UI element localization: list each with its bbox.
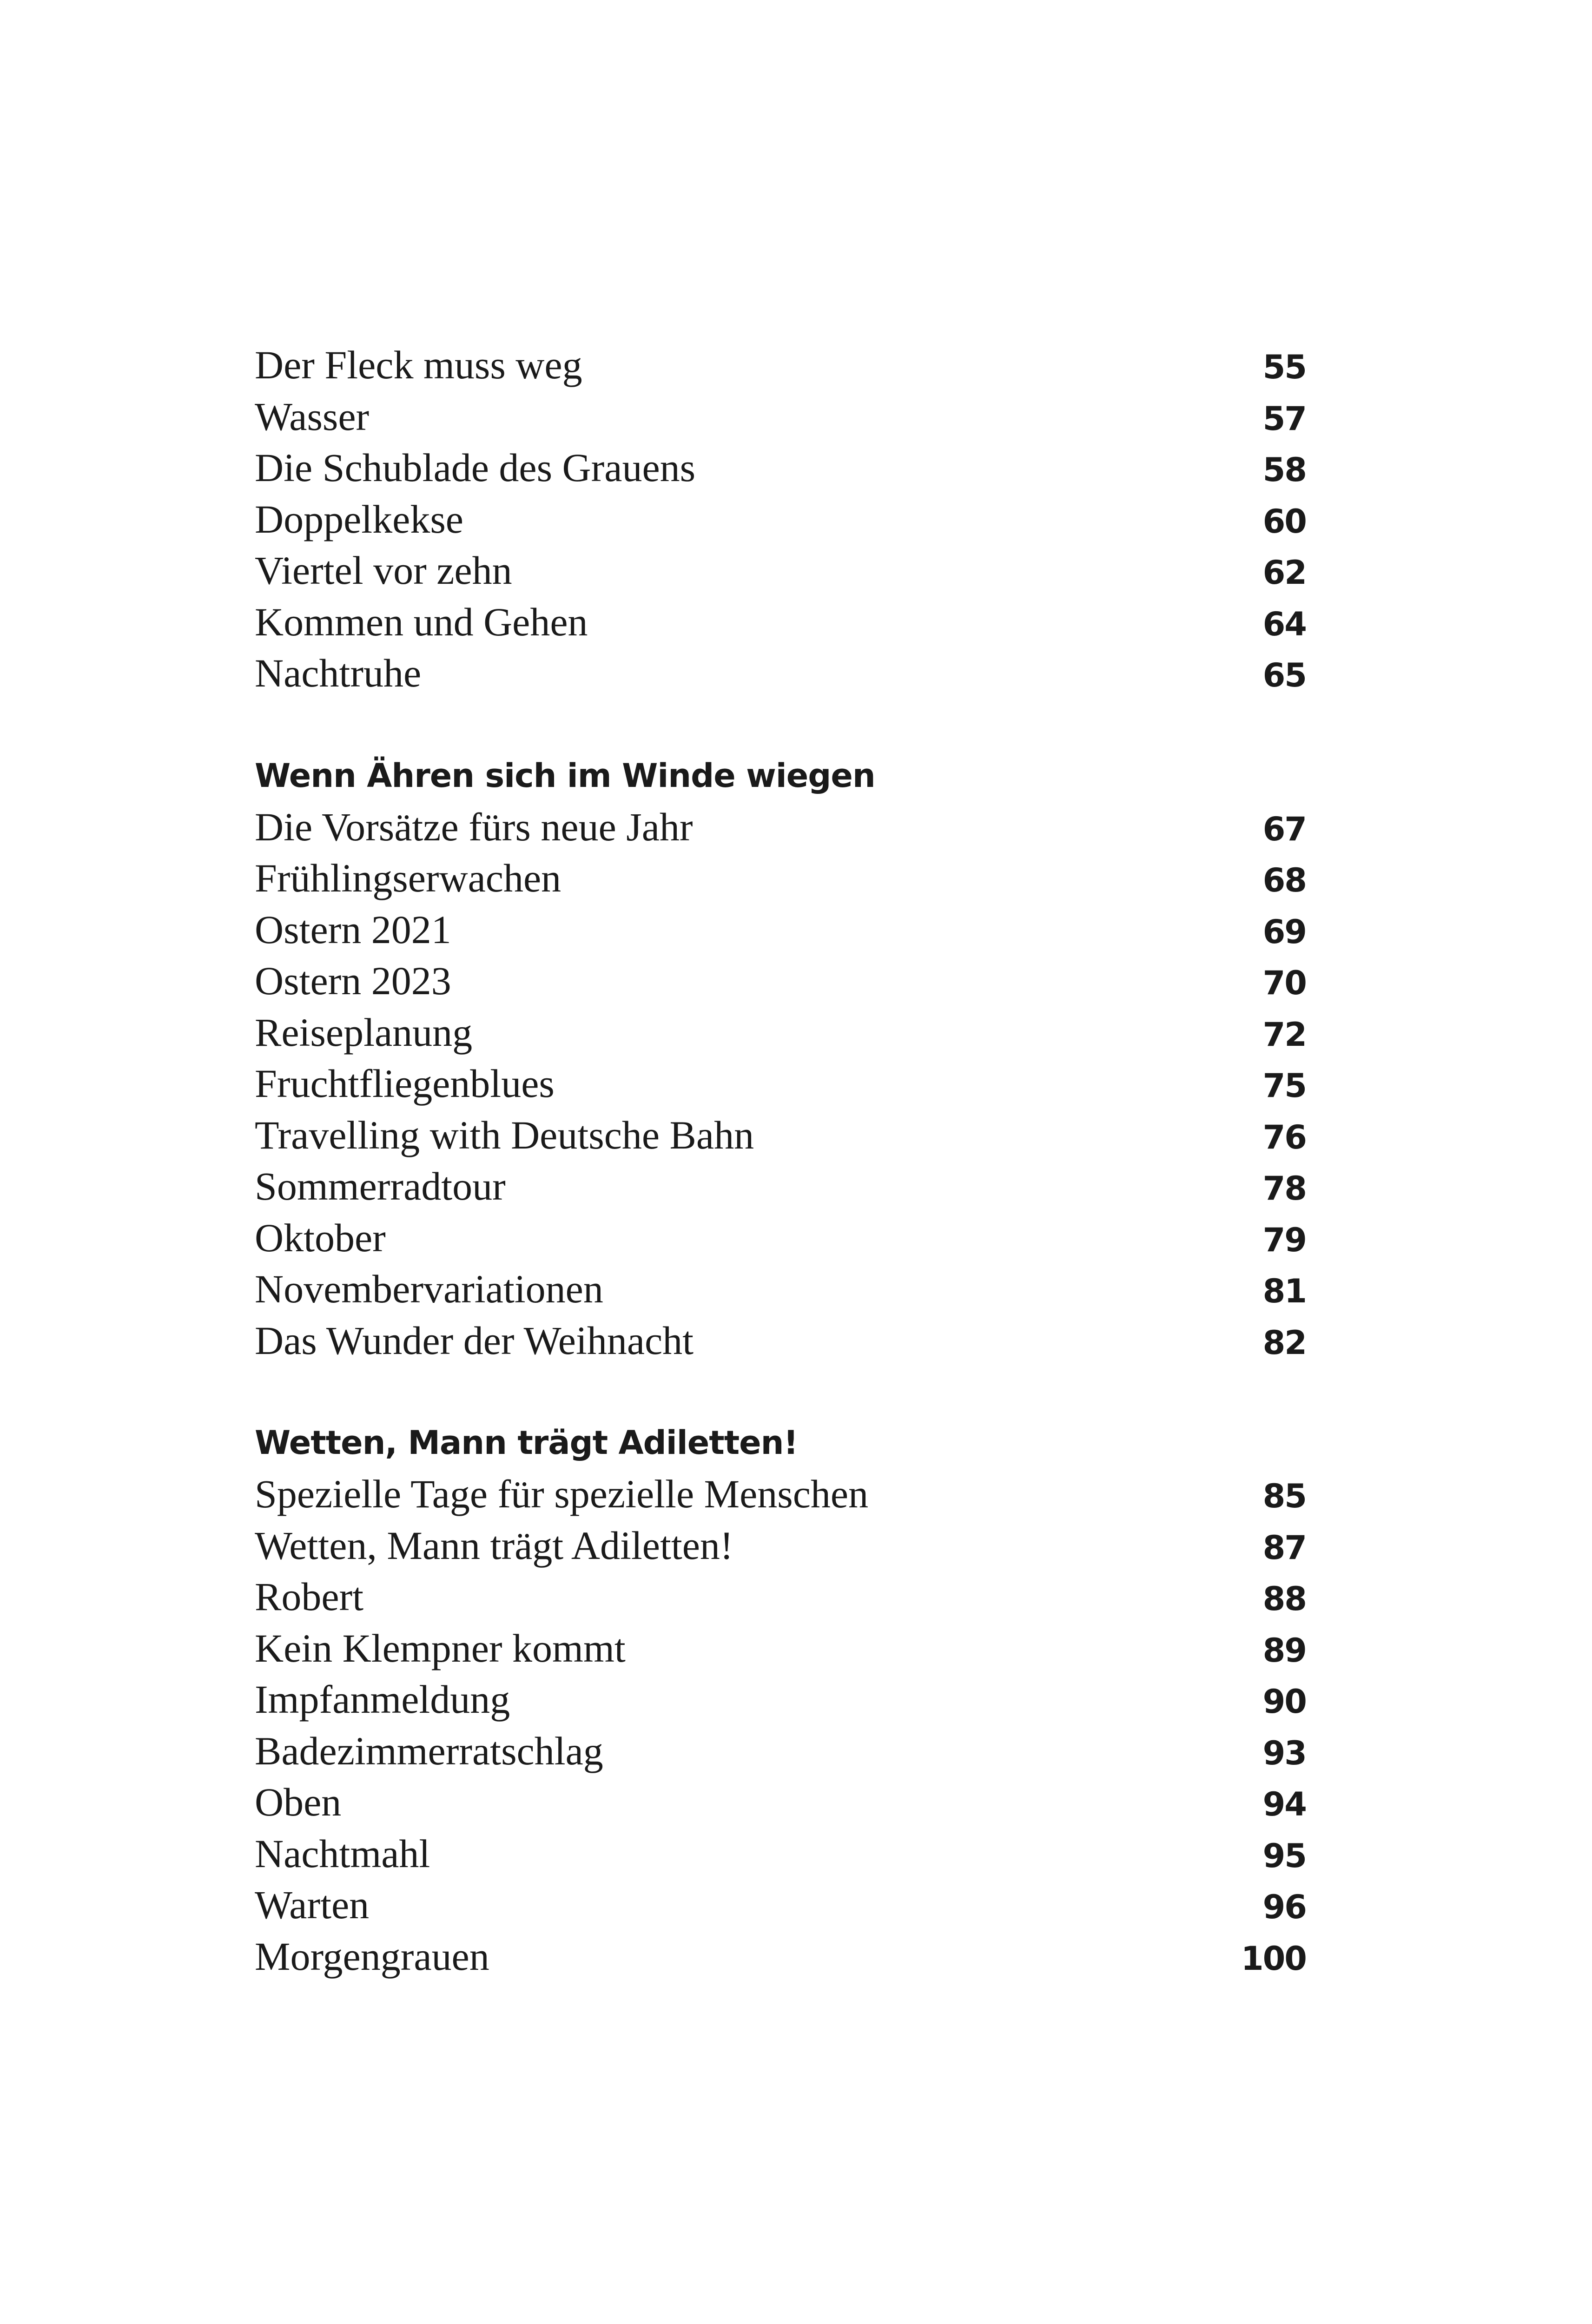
entry-page-number: 62 [1262,554,1306,592]
entry-title: Kein Klempner kommt [255,1625,626,1670]
entry-page-number: 100 [1241,1939,1306,1978]
entry-page-number: 93 [1262,1734,1306,1772]
entry-title: Viertel vor zehn [255,548,512,593]
entry-page-number: 95 [1262,1836,1306,1875]
entry-page-number: 69 [1262,912,1306,951]
entry-page-number: 85 [1262,1477,1306,1515]
toc-entry [255,1212,1306,1264]
toc-section [255,339,1306,699]
entry-page-number: 81 [1262,1272,1306,1310]
entry-title: Spezielle Tage für spezielle Menschen [255,1472,869,1516]
toc-entry [255,1007,1306,1058]
entry-page-number: 58 [1262,451,1306,489]
toc-entry [255,596,1306,648]
toc-entry [255,1468,1306,1520]
entry-title: Travelling with Deutsche Bahn [255,1112,754,1157]
entry-page-number: 88 [1262,1580,1306,1618]
entry-title: Impfanmeldung [255,1677,510,1722]
entry-title: Oben [255,1780,342,1824]
entry-title: Kommen und Gehen [255,599,588,644]
toc-entry [255,1161,1306,1212]
toc-entry [255,1315,1306,1367]
entry-title: Nachtmahl [255,1831,430,1876]
entry-title: Oktober [255,1215,386,1260]
toc-entry [255,801,1306,853]
entry-page-number: 76 [1262,1118,1306,1156]
toc-entry [255,1263,1306,1315]
entry-page-number: 68 [1262,861,1306,899]
toc-entry [255,1674,1306,1725]
toc-entry [255,494,1306,545]
entry-page-number: 57 [1262,399,1306,438]
entry-page-number: 67 [1262,810,1306,848]
toc-section [255,1417,1306,1982]
toc-entry [255,852,1306,904]
entry-title: Badezimmerratschlag [255,1728,603,1773]
entry-title: Ostern 2021 [255,907,451,952]
toc-entry [255,1879,1306,1931]
entry-page-number: 90 [1262,1683,1306,1721]
entry-title: Wasser [255,394,370,439]
toc-entry [255,955,1306,1007]
toc-entry [255,904,1306,956]
entry-page-number: 78 [1262,1169,1306,1208]
entry-page-number: 64 [1262,605,1306,643]
entry-page-number: 65 [1262,656,1306,694]
table-of-contents [255,339,1306,1982]
entry-page-number: 94 [1262,1785,1306,1823]
toc-entry [255,1058,1306,1109]
entry-page-number: 75 [1262,1067,1306,1105]
entry-title: Ostern 2023 [255,958,451,1003]
entry-title: Nachtruhe [255,651,422,695]
toc-entry [255,1109,1306,1161]
entry-title: Morgengrauen [255,1934,489,1979]
entry-title: Sommerradtour [255,1164,506,1208]
section-heading: Wetten, Mann trägt Adiletten! [255,1424,798,1462]
entry-page-number: 96 [1262,1888,1306,1926]
entry-title: Novembervariationen [255,1267,603,1311]
toc-entry [255,1623,1306,1674]
entry-page-number: 79 [1262,1221,1306,1259]
entry-title: Die Schublade des Grauens [255,445,696,490]
entry-page-number: 70 [1262,964,1306,1002]
toc-entry [255,1520,1306,1571]
toc-entry [255,1828,1306,1880]
entry-title: Wetten, Mann trägt Adiletten! [255,1523,733,1568]
toc-entry [255,647,1306,699]
toc-entry [255,442,1306,494]
entry-title: Fruchtfliegenblues [255,1061,555,1106]
entry-page-number: 82 [1262,1323,1306,1362]
entry-title: Frühlingserwachen [255,856,561,900]
entry-title: Der Fleck muss weg [255,343,582,387]
entry-title: Das Wunder der Weihnacht [255,1318,694,1363]
entry-page-number: 60 [1262,502,1306,541]
toc-entry [255,1931,1306,1982]
toc-entry [255,391,1306,442]
toc-entry [255,545,1306,596]
entry-page-number: 87 [1262,1528,1306,1567]
toc-section [255,750,1306,1367]
toc-entry [255,1725,1306,1777]
toc-entry [255,1776,1306,1828]
entry-title: Doppelkekse [255,496,463,541]
entry-title: Reiseplanung [255,1010,473,1055]
entry-title: Robert [255,1574,364,1619]
section-heading: Wenn Ähren sich im Winde wiegen [255,756,875,795]
toc-entry [255,339,1306,391]
entry-page-number: 55 [1262,348,1306,386]
toc-entry [255,1571,1306,1623]
entry-page-number: 72 [1262,1015,1306,1054]
entry-title: Warten [255,1882,370,1927]
entry-page-number: 89 [1262,1631,1306,1670]
entry-title: Die Vorsätze fürs neue Jahr [255,804,693,849]
